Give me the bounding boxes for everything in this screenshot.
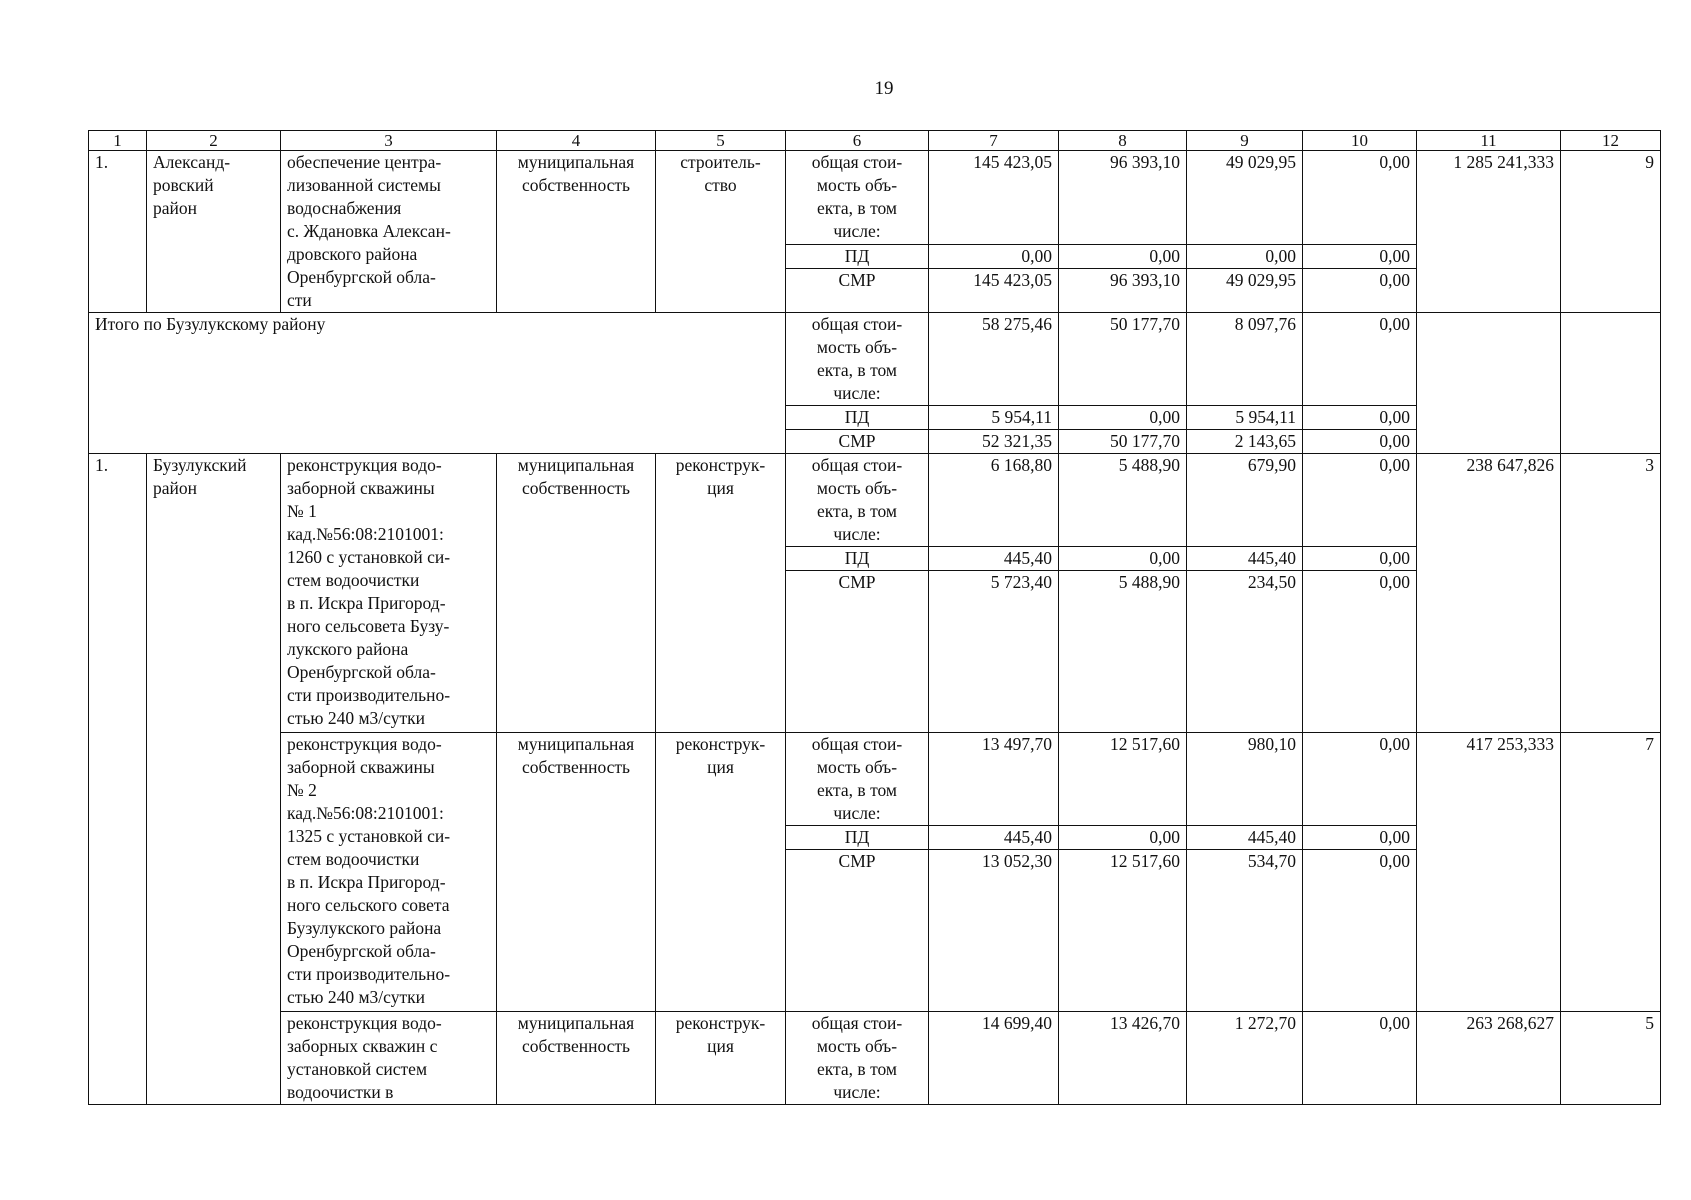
row-number: 1. — [89, 151, 147, 313]
column-header: 8 — [1059, 131, 1187, 151]
value-cell: 445,40 — [1187, 826, 1303, 850]
work-type: реконструк- ция — [656, 454, 786, 733]
value-cell: 96 393,10 — [1059, 151, 1187, 245]
total-cost-label: общая стои- мость объ- екта, в том числе: — [786, 454, 929, 547]
table-row — [89, 1012, 1661, 1105]
value-cell: 234,50 — [1187, 571, 1303, 733]
value-cell: 2 143,65 — [1187, 430, 1303, 454]
count-value: 5 — [1561, 1012, 1661, 1105]
value-cell: 0,00 — [1303, 406, 1417, 430]
value-cell: 5 954,11 — [1187, 406, 1303, 430]
smr-label: СМР — [786, 850, 929, 1012]
value-cell: 0,00 — [1303, 430, 1417, 454]
column-header: 10 — [1303, 131, 1417, 151]
pd-label: ПД — [786, 244, 929, 268]
value-cell: 0,00 — [1059, 406, 1187, 430]
value-cell: 445,40 — [929, 547, 1059, 571]
value-cell: 96 393,10 — [1059, 268, 1187, 312]
value-cell: 58 275,46 — [929, 313, 1059, 406]
value-cell: 145 423,05 — [929, 151, 1059, 245]
value-cell: 50 177,70 — [1059, 313, 1187, 406]
value-cell: 12 517,60 — [1059, 733, 1187, 826]
value-cell: 0,00 — [929, 244, 1059, 268]
value-cell: 0,00 — [1303, 826, 1417, 850]
object-name: реконструкция водо- заборной скважины № 1 кад.№56:08:2101001: 1260 с установкой си- стем водоочистки в п. Искра Пригород- ного сельсовета Бузу- лукского района Оренбургской обла- сти производительно- стью 240 м3/сутки — [281, 454, 497, 733]
pd-label: ПД — [786, 547, 929, 571]
value-cell: 6 168,80 — [929, 454, 1059, 547]
value-cell: 0,00 — [1303, 850, 1417, 1012]
work-type: строитель- ство — [656, 151, 786, 313]
table-row — [89, 733, 1661, 826]
value-cell: 445,40 — [929, 826, 1059, 850]
value-cell: 5 488,90 — [1059, 454, 1187, 547]
capacity-value: 417 253,333 — [1417, 733, 1561, 1012]
value-cell: 5 488,90 — [1059, 571, 1187, 733]
object-name: реконструкция водо- заборных скважин с установкой систем водоочистки в — [281, 1012, 497, 1105]
value-cell: 13 426,70 — [1059, 1012, 1187, 1105]
empty-cell — [1561, 313, 1661, 454]
value-cell: 0,00 — [1303, 313, 1417, 406]
count-value: 7 — [1561, 733, 1661, 1012]
column-header: 4 — [497, 131, 656, 151]
column-header: 2 — [147, 131, 281, 151]
total-cost-label: общая стои- мость объ- екта, в том числе: — [786, 151, 929, 245]
value-cell: 534,70 — [1187, 850, 1303, 1012]
row-number: 1. — [89, 454, 147, 1105]
capacity-value: 238 647,826 — [1417, 454, 1561, 733]
value-cell: 12 517,60 — [1059, 850, 1187, 1012]
column-header: 1 — [89, 131, 147, 151]
value-cell: 14 699,40 — [929, 1012, 1059, 1105]
pd-label: ПД — [786, 406, 929, 430]
value-cell: 49 029,95 — [1187, 151, 1303, 245]
value-cell: 5 723,40 — [929, 571, 1059, 733]
total-cost-label: общая стои- мость объ- екта, в том числе: — [786, 733, 929, 826]
value-cell: 0,00 — [1303, 1012, 1417, 1105]
page-number: 19 — [874, 78, 894, 99]
value-cell: 980,10 — [1187, 733, 1303, 826]
object-name: реконструкция водо- заборной скважины № 2 кад.№56:08:2101001: 1325 с установкой си- стем водоочистки в п. Искра Пригород- ного сельского совета Бузулукского района Оренбургской обла- сти производительно- стью 240 м3/сутки — [281, 733, 497, 1012]
total-cost-label: общая стои- мость объ- екта, в том числе: — [786, 1012, 929, 1105]
object-name: обеспечение центра- лизованной системы водоснабжения с. Ждановка Алексан- дровского района Оренбургской обла- сти — [281, 151, 497, 313]
value-cell: 50 177,70 — [1059, 430, 1187, 454]
column-header: 11 — [1417, 131, 1561, 151]
smr-label: СМР — [786, 430, 929, 454]
total-cost-label: общая стои- мость объ- екта, в том числе: — [786, 313, 929, 406]
value-cell: 0,00 — [1303, 268, 1417, 312]
value-cell: 0,00 — [1303, 733, 1417, 826]
count-value: 9 — [1561, 151, 1661, 313]
district-name: Бузулукский район — [147, 454, 281, 1105]
column-header: 12 — [1561, 131, 1661, 151]
table-row — [89, 313, 1661, 406]
work-type: реконструк- ция — [656, 1012, 786, 1105]
capacity-value: 1 285 241,333 — [1417, 151, 1561, 313]
value-cell: 0,00 — [1303, 151, 1417, 245]
value-cell: 0,00 — [1059, 244, 1187, 268]
column-header: 3 — [281, 131, 497, 151]
pd-label: ПД — [786, 826, 929, 850]
column-header: 5 — [656, 131, 786, 151]
column-number-row — [89, 131, 1661, 151]
empty-cell — [1417, 313, 1561, 454]
table-row — [89, 151, 1661, 245]
value-cell: 52 321,35 — [929, 430, 1059, 454]
investment-table — [88, 130, 1661, 1105]
value-cell: 0,00 — [1303, 547, 1417, 571]
ownership-form: муниципальная собственность — [497, 454, 656, 733]
smr-label: СМР — [786, 268, 929, 312]
value-cell: 13 497,70 — [929, 733, 1059, 826]
value-cell: 8 097,76 — [1187, 313, 1303, 406]
capacity-value: 263 268,627 — [1417, 1012, 1561, 1105]
column-header: 7 — [929, 131, 1059, 151]
value-cell: 0,00 — [1303, 571, 1417, 733]
column-header: 6 — [786, 131, 929, 151]
work-type: реконструк- ция — [656, 733, 786, 1012]
value-cell: 49 029,95 — [1187, 268, 1303, 312]
value-cell: 0,00 — [1303, 454, 1417, 547]
ownership-form: муниципальная собственность — [497, 733, 656, 1012]
value-cell: 679,90 — [1187, 454, 1303, 547]
value-cell: 5 954,11 — [929, 406, 1059, 430]
table-row — [89, 454, 1661, 547]
value-cell: 445,40 — [1187, 547, 1303, 571]
value-cell: 0,00 — [1059, 826, 1187, 850]
count-value: 3 — [1561, 454, 1661, 733]
value-cell: 0,00 — [1303, 244, 1417, 268]
smr-label: СМР — [786, 571, 929, 733]
value-cell: 145 423,05 — [929, 268, 1059, 312]
ownership-form: муниципальная собственность — [497, 151, 656, 313]
value-cell: 0,00 — [1059, 547, 1187, 571]
value-cell: 13 052,30 — [929, 850, 1059, 1012]
column-header: 9 — [1187, 131, 1303, 151]
district-total-label: Итого по Бузулукскому району — [89, 313, 786, 454]
district-name: Александ- ровский район — [147, 151, 281, 313]
value-cell: 0,00 — [1187, 244, 1303, 268]
value-cell: 1 272,70 — [1187, 1012, 1303, 1105]
ownership-form: муниципальная собственность — [497, 1012, 656, 1105]
